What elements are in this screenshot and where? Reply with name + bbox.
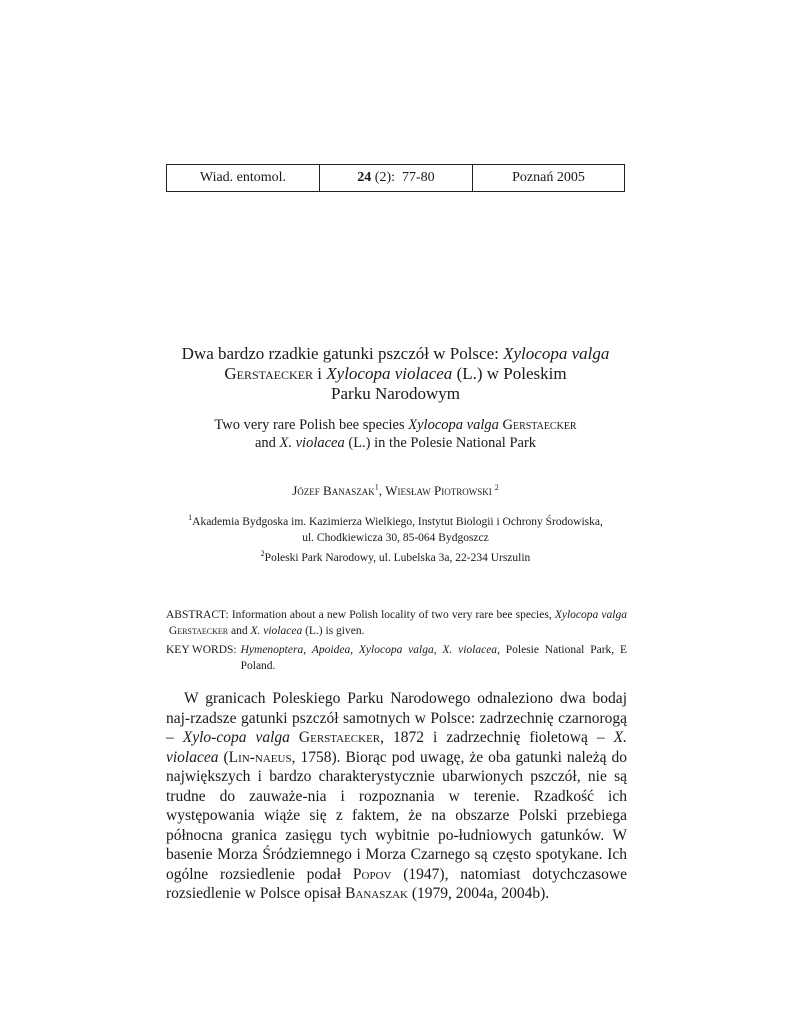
journal-cell: [167, 165, 320, 191]
title-text: i: [313, 364, 327, 383]
volume-cell: [320, 165, 473, 191]
citation-header-table: [166, 164, 625, 192]
authors-line: [0, 483, 791, 499]
body-author: Gerstaecker: [289, 729, 381, 746]
subtitle-author: Gerstaecker: [498, 417, 577, 433]
keyword: Hymenoptera: [240, 644, 304, 656]
title-text: (L.) w Poleskim: [452, 364, 567, 383]
affiliation-2: [0, 550, 791, 566]
title-text: Dwa bardzo rzadkie gatunki pszczół w Polsce:: [181, 344, 504, 363]
body-text: (: [218, 748, 229, 766]
title-species: Xylocopa violacea: [326, 364, 453, 383]
body-author: Banaszak: [345, 885, 408, 902]
article-title: [0, 344, 791, 404]
abstract-species: X. violacea: [250, 625, 303, 637]
place-year: Poznań 2005: [512, 170, 585, 185]
place-year-cell: [473, 165, 624, 191]
keywords-list: [241, 642, 627, 674]
body-text: , 1758). Biorąc pod uwagę, że oba gatunki należą do największych i bardzo charakterystycznie ubarwionych pszczół, nie są trudne do zauważe-nia i rozpoznania w terenie. Rzadkość ich występowania wiąże się z faktem, że na obszarze Polski przebiega północna granica zasięgu tych wybitnie po-łudniowych gatunków. W basenie Morza Śródziemnego i Morza Czarnego są często spotykane. Ich ogólne rozsiedlenie podał: [166, 748, 627, 883]
body-text: W granicach Poleskiego Parku Narodowego odnaleziono dwa bodaj naj-rzadsze gatunki pszczół samotnych w Polsce: zadrzechnię czarnorogą –: [166, 690, 627, 746]
author-name: Józef Banaszak: [292, 483, 375, 498]
body-text: (1947), natomiast dotychczasowe rozsiedlenie w Polsce opisał: [166, 865, 627, 902]
keyword: X. violacea: [442, 644, 498, 656]
affiliation-1: [0, 514, 791, 546]
body-paragraph: [166, 689, 627, 904]
abstract-species: Xylocopa valga: [554, 609, 627, 621]
body-species: Xylo-copa valga: [182, 729, 290, 746]
volume-number: 24: [357, 170, 372, 185]
english-title: [0, 416, 791, 452]
abstract-text: Information about a new Polish locality of two very rare bee species,: [231, 609, 555, 621]
keyword-sep: ,: [433, 644, 443, 656]
body-species: X. violacea: [166, 729, 627, 766]
issue-pages: (2): 77-80: [371, 170, 435, 185]
subtitle-text: (L.) in the Polesie National Park: [344, 435, 537, 451]
subtitle-species: Xylocopa valga: [408, 417, 499, 433]
affiliation-text: Poleski Park Narodowy, ul. Lubelska 3a, 22-234 Urszulin: [264, 552, 531, 564]
author-name: Wiesław Piotrowski: [385, 483, 492, 498]
keyword-sep: ,: [350, 644, 359, 656]
subtitle-text: Two very rare Polish bee species: [214, 417, 409, 433]
affiliation-sup: 1: [188, 513, 193, 523]
subtitle-species: X. violacea: [279, 435, 345, 451]
keywords: [166, 642, 627, 674]
abstract-author: Gerstaecker: [166, 625, 229, 637]
body-text: , 1872 i zadrzechnię fioletową –: [380, 729, 614, 746]
title-author: Gerstaecker: [224, 364, 314, 383]
title-species: Xylocopa valga: [503, 344, 610, 363]
abstract-text: and: [228, 625, 251, 637]
author-sup: 1: [374, 482, 379, 492]
abstract-label: ABSTRACT:: [166, 609, 232, 621]
keyword: Apoidea: [311, 644, 351, 656]
affiliation-sup: 2: [260, 549, 265, 559]
abstract: [166, 607, 627, 639]
abstract-text: (L.) is given.: [302, 625, 365, 637]
keyword: , Polesie National Park, E Poland.: [240, 644, 627, 672]
title-text: Parku Narodowym: [331, 384, 460, 403]
body-text: (1979, 2004a, 2004b).: [407, 885, 550, 902]
keywords-label: KEY WORDS:: [166, 644, 237, 656]
affiliation-text: Akademia Bydgoska im. Kazimierza Wielkiego, Instytut Biologii i Ochrony Środowiska,: [192, 516, 603, 528]
body-author: Popov: [352, 865, 392, 883]
author-separator: ,: [378, 483, 386, 498]
author-sup: 2: [494, 482, 499, 492]
keyword: Xylocopa valga: [358, 644, 434, 656]
subtitle-text: and: [254, 435, 280, 451]
journal-name: Wiad. entomol.: [199, 170, 287, 185]
keyword-sep: ,: [303, 644, 312, 656]
affiliation-text: ul. Chodkiewicza 30, 85-064 Bydgoszcz: [302, 532, 489, 544]
body-author: Lin-naeus: [228, 748, 292, 766]
